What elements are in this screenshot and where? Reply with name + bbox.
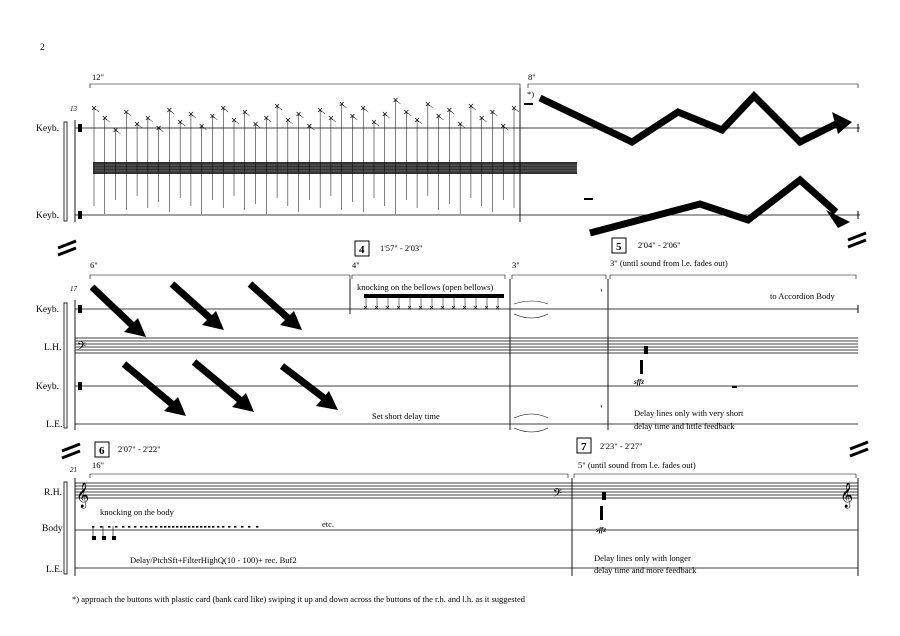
system-separator	[62, 442, 868, 458]
system-bracket	[64, 303, 67, 428]
note-flag	[374, 122, 379, 126]
duration-bracket	[574, 474, 856, 478]
body-knocking-notes	[92, 526, 258, 540]
note-flag	[439, 116, 444, 120]
knock-note	[248, 526, 250, 528]
treble-clef-icon: 𝄞	[840, 482, 854, 507]
note-flag	[212, 116, 217, 120]
fermata-arc	[514, 301, 548, 304]
x-notehead	[441, 306, 444, 309]
knock-note	[241, 526, 243, 528]
swipe-zigzag-arrow	[590, 180, 836, 233]
knock-note	[150, 526, 152, 528]
duration-bracket	[90, 474, 568, 478]
staff-label: Body	[42, 524, 63, 534]
footnote-marker: *)	[527, 89, 535, 99]
percussion-clef	[78, 211, 82, 219]
note-flag	[471, 106, 476, 110]
delay-process-text: Delay/PtchSft+FilterHighQ(10 - 100)+ rec. Buf2	[130, 555, 297, 565]
staff-label: Keyb.	[36, 382, 59, 392]
staff-label: L.E.	[46, 420, 63, 430]
x-notehead	[375, 306, 378, 309]
knock-note	[155, 526, 157, 528]
system-1	[36, 72, 860, 233]
bass-staff	[75, 338, 858, 353]
x-notehead	[430, 306, 433, 309]
note-flag	[428, 104, 433, 108]
duration-label: 5" (until sound from l.e. fades out)	[578, 460, 696, 470]
x-notehead	[496, 306, 499, 309]
staff-label: Keyb.	[36, 211, 59, 221]
system-2	[36, 238, 858, 432]
note-flag	[223, 108, 228, 112]
note-flag	[385, 114, 390, 118]
rehearsal-number: 5	[616, 241, 622, 253]
percussion-clef	[78, 382, 82, 390]
delay-lines-text: Delay lines only with longer	[594, 553, 691, 563]
x-notehead	[419, 306, 422, 309]
note-flag	[105, 118, 110, 122]
rest	[584, 198, 593, 200]
system-bracket	[64, 482, 67, 574]
percussion-clef	[78, 305, 82, 313]
accordion-body-instruction: to Accordion Body	[770, 291, 835, 301]
duration-bracket	[528, 84, 858, 88]
note-flag	[460, 124, 465, 128]
percussion-clef	[78, 124, 82, 132]
knock-note	[176, 526, 178, 528]
x-notehead	[452, 306, 455, 309]
x-notehead	[364, 306, 367, 309]
knock-note	[188, 526, 190, 528]
staff-label: R.H.	[44, 488, 62, 498]
arrowhead	[826, 210, 850, 228]
note-flag	[320, 110, 325, 114]
knock-note	[208, 526, 210, 528]
note-cluster	[640, 360, 643, 374]
knock-note	[196, 526, 198, 528]
note-flag	[137, 124, 142, 128]
note-flag	[180, 122, 185, 126]
rehearsal-number: 4	[359, 244, 365, 256]
note-cluster	[600, 506, 603, 520]
duration-bracket	[512, 275, 606, 279]
x-notehead	[485, 306, 488, 309]
swipe-zigzag-arrow	[540, 96, 840, 142]
knock-note	[212, 526, 214, 528]
bass-clef-icon: 𝄢	[77, 341, 87, 356]
knock-note	[217, 526, 219, 528]
breath-mark: '	[600, 289, 603, 299]
measure-number: 17	[70, 285, 77, 293]
note-flag	[352, 116, 357, 120]
duration-label: 8"	[528, 72, 536, 82]
dynamic-marking: sffz	[596, 526, 606, 534]
duration-label: 12"	[92, 72, 104, 82]
beam	[364, 294, 504, 298]
note-flag	[169, 110, 174, 114]
staff-label: L.E.	[46, 565, 63, 575]
knock-note	[200, 526, 202, 528]
system-separator	[58, 233, 866, 255]
footnote: *) approach the buttons with plastic card (bank card like) swiping it up and down across the buttons of the r.h. and l.h. as it suggested	[72, 594, 525, 604]
note-flag	[482, 118, 487, 122]
rest	[524, 103, 533, 105]
note-flag	[94, 108, 99, 112]
knock-note	[222, 526, 224, 528]
note-flag	[331, 118, 336, 122]
note-flag	[245, 112, 250, 116]
knock-note	[145, 526, 147, 528]
x-notehead	[397, 306, 400, 309]
measure-number: 13	[70, 105, 77, 113]
x-notehead	[463, 306, 466, 309]
delay-lines-text: delay time and little feedback	[634, 421, 735, 431]
delay-instruction: Set short delay time	[372, 411, 440, 421]
fermata-arc	[514, 428, 548, 432]
knock-note	[204, 526, 206, 528]
note-flag	[277, 106, 282, 110]
system-bracket	[64, 122, 67, 221]
knock-note	[115, 526, 117, 528]
knock-note	[140, 526, 142, 528]
knock-note	[134, 526, 136, 528]
duration-bracket	[610, 275, 856, 279]
x-notehead	[474, 306, 477, 309]
knock-note	[228, 526, 230, 528]
note-flag	[514, 108, 519, 112]
fermata-arc	[514, 314, 548, 318]
knock-note	[164, 526, 166, 528]
note-flag	[342, 104, 347, 108]
note-flag	[116, 130, 121, 134]
duration-label: 4"	[352, 260, 360, 270]
arrowhead	[832, 112, 852, 134]
note-head	[92, 536, 96, 540]
note-head	[112, 536, 116, 540]
note-head	[102, 536, 106, 540]
x-notehead	[408, 306, 411, 309]
note-flag	[288, 120, 293, 124]
duration-bracket	[352, 275, 505, 279]
note-flag	[406, 112, 411, 116]
x-notehead	[386, 306, 389, 309]
knock-note	[180, 526, 182, 528]
fermata-arc	[514, 414, 548, 418]
note-flag	[396, 100, 401, 104]
staff-label: Keyb.	[36, 124, 59, 134]
etc-text: etc.	[322, 519, 335, 529]
bass-clef-icon: 𝄢	[553, 488, 563, 503]
knock-note	[108, 526, 110, 528]
note-flag	[363, 108, 368, 112]
body-instruction: knocking on the body	[100, 507, 174, 517]
note-flag	[299, 114, 304, 118]
rehearsal-time: 2'04" - 2'06"	[638, 240, 681, 250]
knock-note	[256, 526, 258, 528]
note-flag	[159, 128, 164, 132]
note-flag	[266, 118, 271, 122]
knock-note	[122, 526, 124, 528]
knock-note	[172, 526, 174, 528]
note-flag	[148, 118, 153, 122]
knock-note	[168, 526, 170, 528]
dynamic-marking: sffz	[634, 378, 644, 386]
knock-note	[100, 526, 102, 528]
knock-note	[128, 526, 130, 528]
rehearsal-number: 6	[99, 445, 105, 457]
rehearsal-time: 2'07" - 2'22"	[118, 444, 161, 454]
breath-mark: '	[600, 405, 603, 415]
note-flag	[449, 110, 454, 114]
duration-bracket	[90, 84, 520, 88]
duration-label: 16"	[92, 460, 104, 470]
rest	[732, 386, 737, 388]
duration-bracket	[90, 275, 350, 279]
staff-label: L.H.	[44, 343, 62, 353]
knock-note	[160, 526, 162, 528]
note-head	[602, 492, 606, 500]
knock-note	[184, 526, 186, 528]
delay-lines-text: Delay lines only with very short	[634, 408, 744, 418]
note-cluster	[92, 98, 519, 214]
duration-label: 6"	[90, 260, 98, 270]
staff-label: Keyb.	[36, 305, 59, 315]
note-flag	[417, 120, 422, 124]
duration-label: 3"	[512, 260, 520, 270]
note-flag	[126, 112, 131, 116]
page-number: 2	[40, 43, 45, 53]
knock-note	[192, 526, 194, 528]
system-3	[42, 438, 858, 576]
note-flag	[234, 120, 239, 124]
note-flag	[191, 114, 196, 118]
rehearsal-time: 2'23" - 2'27"	[600, 441, 643, 451]
treble-staff	[75, 483, 858, 498]
duration-label: 3" (until sound from l.e. fades out)	[610, 258, 728, 268]
rehearsal-time: 1'57" - 2'03"	[380, 243, 423, 253]
knock-note	[234, 526, 236, 528]
note-flag	[492, 112, 497, 116]
treble-clef-icon: 𝄞	[76, 482, 90, 507]
note-flag	[256, 124, 261, 128]
rehearsal-number: 7	[581, 441, 587, 453]
bellows-instruction: knocking on the bellows (open bellows)	[357, 282, 494, 292]
note-head	[644, 346, 648, 354]
measure-number: 21	[70, 466, 77, 474]
delay-lines-text: delay time and more feedback	[594, 565, 697, 575]
